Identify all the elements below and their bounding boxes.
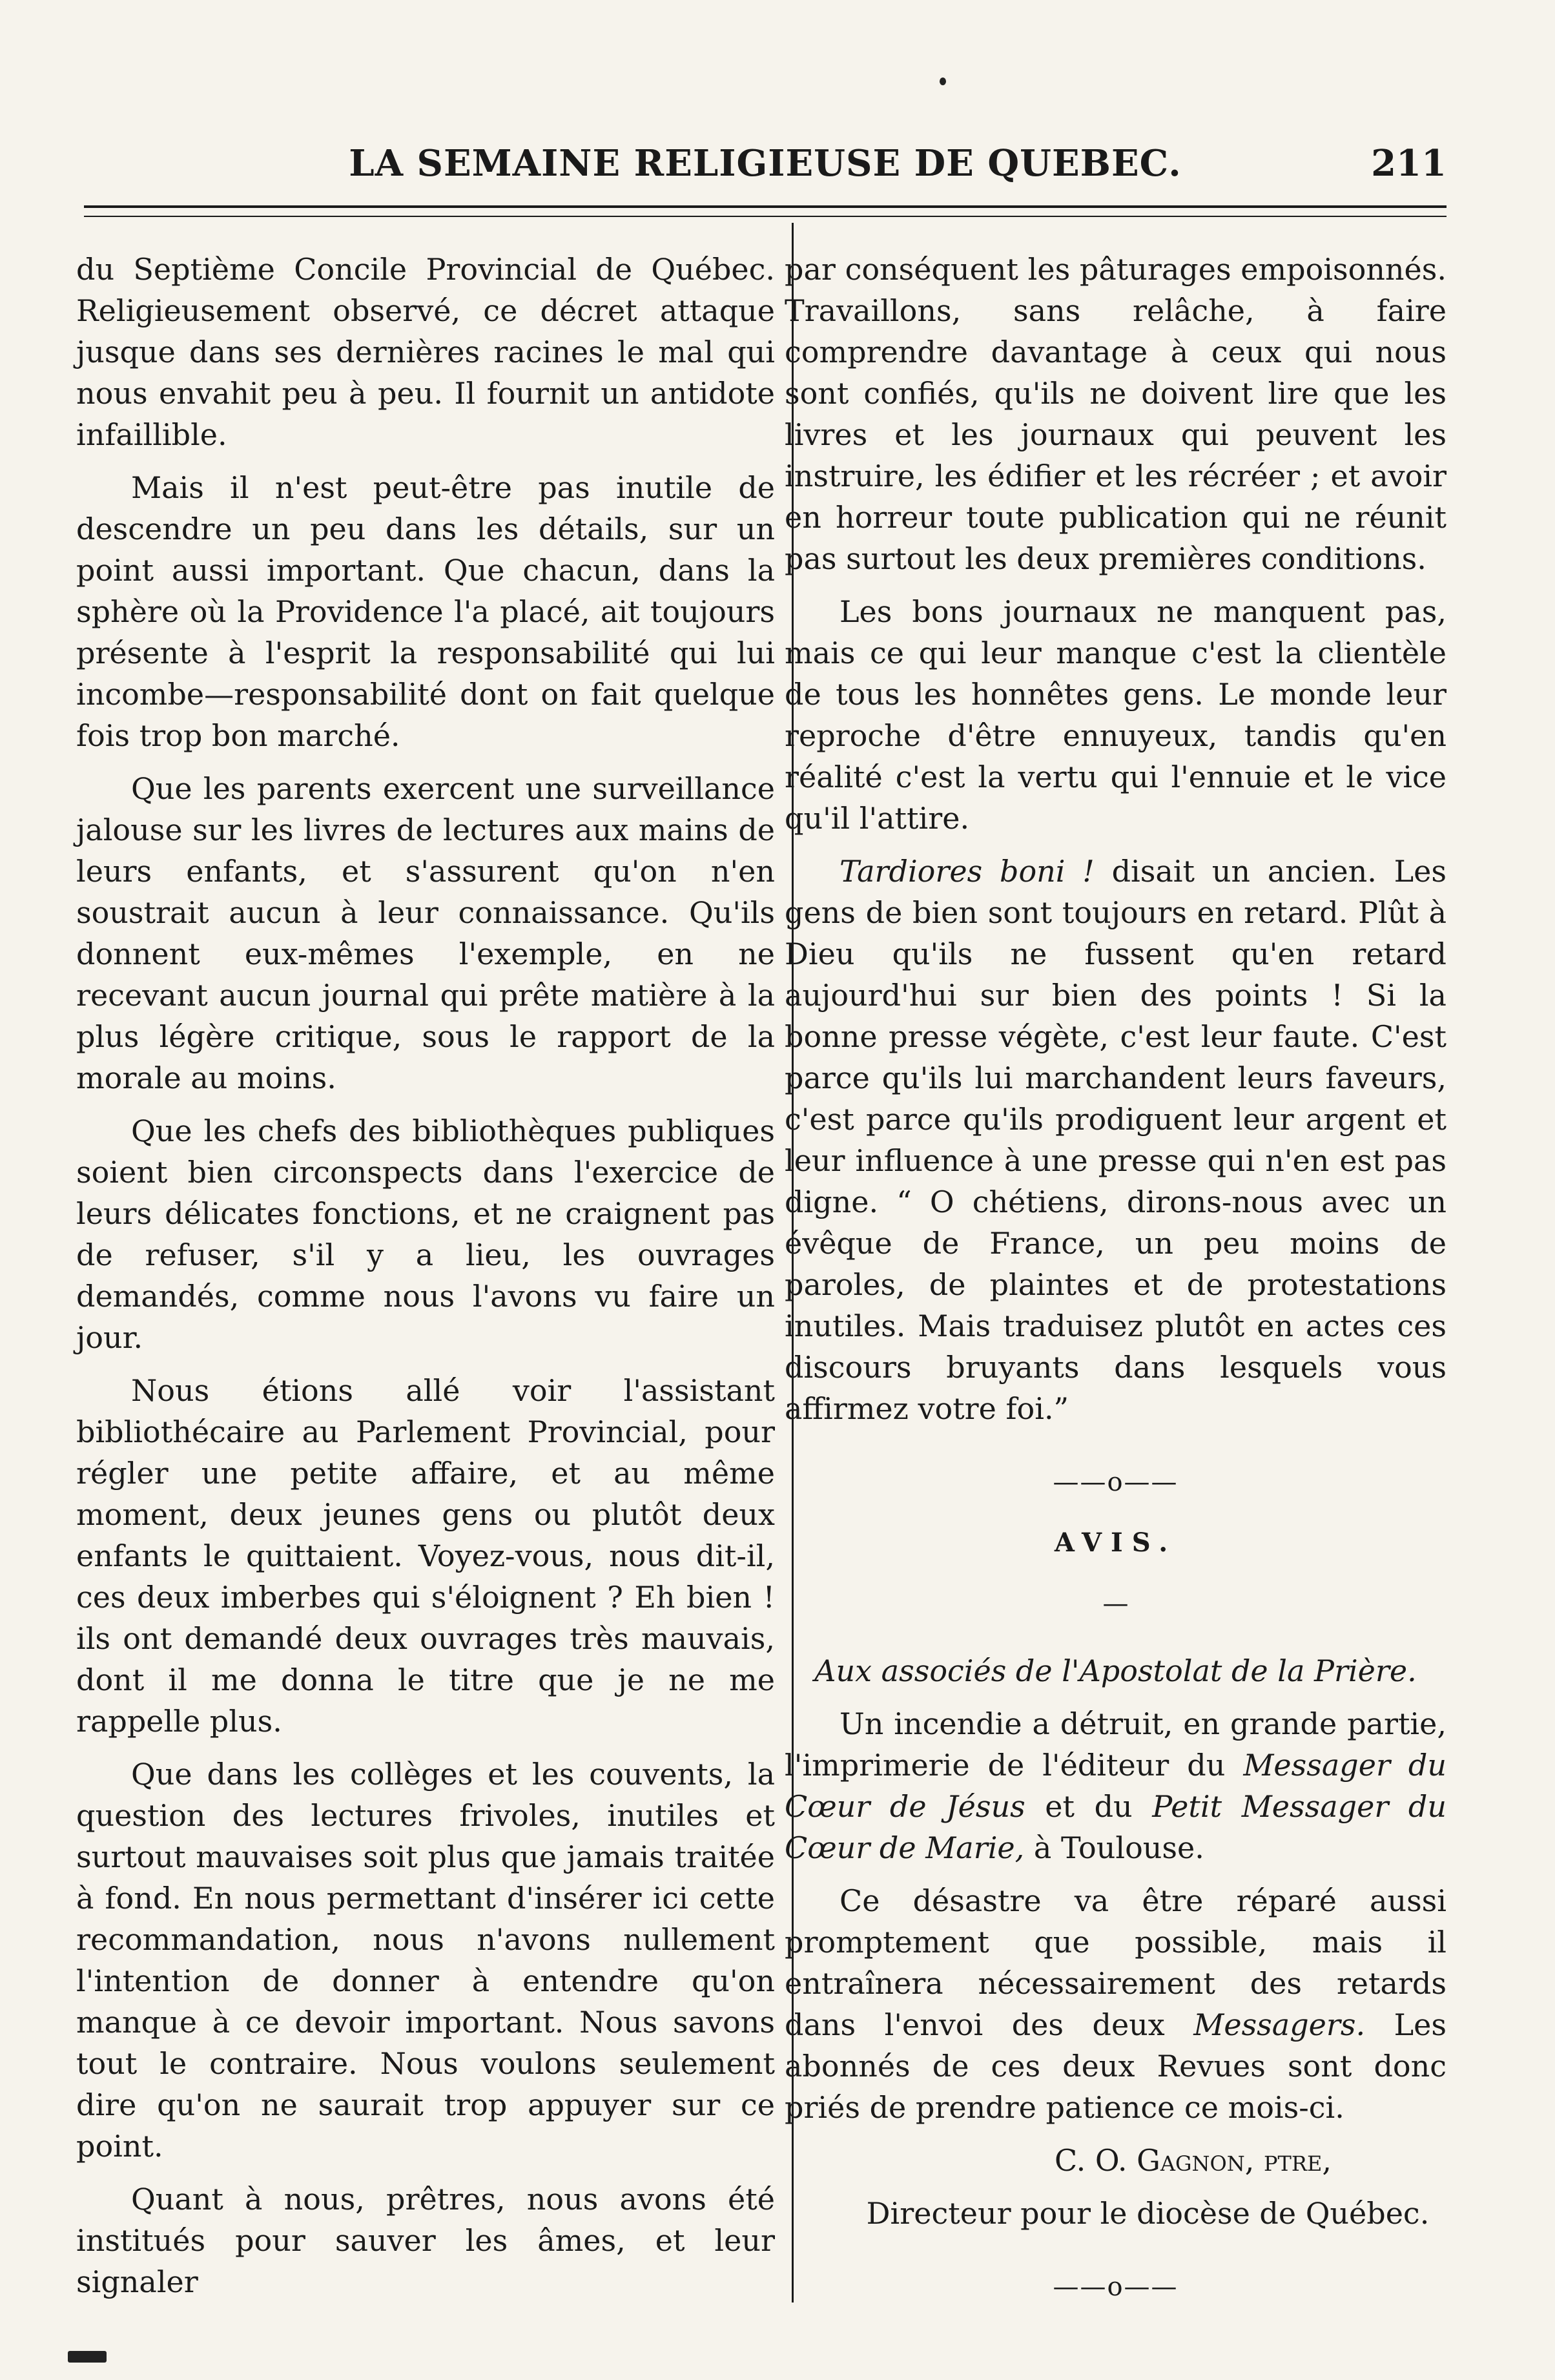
- right-paragraph-1: par conséquent les pâturages empoisonnés. Travaillons, sans relâche, à faire comprendre davantage à ceux qui nous sont confiés, qu'ils ne doivent lire que les livres et les journaux qui peuvent les instruire, les édifier et les récréer ; et avoir en horreur toute publication qui ne réunit pas surtout les deux premières conditions.: [785, 252, 1447, 576]
- page-number: 211: [1371, 142, 1447, 185]
- avis-paragraph-1: [785, 1703, 1447, 1868]
- left-paragraph-7: Quant à nous, prêtres, nous avons été institués pour sauver les âmes, et leur signaler: [76, 2182, 775, 2299]
- running-header: [84, 129, 1447, 200]
- avis-p2-text-a: Ce désastre va être réparé aussi promptement que possible, mais il entraînera nécessairement des retards dans l'envoi des deux: [785, 1883, 1447, 2042]
- avis-p2-text-c: Les abonnés de ces deux Revues sont donc priés de prendre patience ce mois-ci.: [785, 2007, 1447, 2125]
- signature-name: C. O. Gagnon, ptre,: [1055, 2143, 1332, 2178]
- avis-p1-text-c: et du: [1025, 1789, 1153, 1824]
- left-paragraph-3: Que les parents exercent une surveillance jalouse sur les livres de lectures aux mains de leurs enfants, et s'assurent qu'on n'en soustrait aucun à leur connaissance. Qu'ils donnent eux-mêmes l'exemple, en ne recevant aucun journal qui prête matière à la plus légère critique, sous le rapport de la morale au moins.: [76, 771, 775, 1095]
- messagers-word: Messagers.: [1193, 2007, 1366, 2042]
- left-paragraph-5: Nous étions allé voir l'assistant bibliothécaire au Parlement Provincial, pour régler une petite affaire, et au même moment, deux jeunes gens ou plutôt deux enfants le quittaient. Voyez-vous, nous dit-il, ces deux imberbes qui s'éloignent ? Eh bien ! ils ont demandé deux ouvrages très mauvais, dont il me donna le titre que je ne me rappelle plus.: [76, 1373, 775, 1739]
- left-paragraph-2: Mais il n'est peut-être pas inutile de descendre un peu dans les détails, sur un point aussi important. Que chacun, dans la sphère où la Providence l'a placé, ait toujours présente à l'esprit la responsabilité qui lui incombe—responsabilité dont on fait quelque fois trop bon marché.: [76, 470, 775, 753]
- signature-title: Directeur pour le diocèse de Québec.: [866, 2196, 1430, 2231]
- right-paragraph-3-text: disait un ancien. Les gens de bien sont toujours en retard. Plût à Dieu qu'ils ne fussent qu'en retard aujourd'hui sur bien des points ! Si la bonne presse végète, c'est leur faute. C'est parce qu'ils lui marchandent leurs faveurs, c'est parce qu'ils prodiguent leur argent et leur influence à une presse qui n'en est pas digne. “ O chétiens, dirons-nous avec un évêque de France, un peu moins de paroles, de plaintes et de protestations inutiles. Mais traduisez plutôt en actes ces discours bruyants dans lesquels vous affirmez votre foi.”: [785, 854, 1447, 1426]
- petit-messager-title: Petit Messager du Cœur de Marie,: [785, 1789, 1447, 1865]
- avis-paragraph-2: [785, 1880, 1447, 2128]
- messager-title: Messager du Cœur de Jésus: [785, 1748, 1447, 1824]
- avis-dash: —: [1102, 1589, 1129, 1619]
- journal-title: LA SEMAINE RELIGIEUSE DE QUEBEC.: [349, 142, 1182, 185]
- header-rule-thin: [84, 216, 1447, 217]
- right-column: [785, 249, 1447, 2327]
- avis-subtitle: Aux associés de l'Apostolat de la Prière.: [814, 1653, 1417, 1688]
- left-paragraph-6: Que dans les collèges et les couvents, la question des lectures frivoles, inutiles et surtout mauvaises soit plus que jamais traitée à fond. En nous permettant d'insérer ici cette recommandation, nous n'avons nullement l'intention de donner à entendre qu'on manque à ce devoir important. Nous savons tout le contraire. Nous voulons seulement dire qu'on ne saurait trop appuyer sur ce point.: [76, 1757, 775, 2164]
- end-separator: ——o——: [1053, 2272, 1179, 2302]
- avis-heading: AVIS.: [1054, 1527, 1177, 1558]
- right-paragraph-2: Les bons journaux ne manquent pas, mais ce qui leur manque c'est la clientèle de tous les honnêtes gens. Le monde leur reproche d'être ennuyeux, tandis qu'en réalité c'est la vertu qui l'ennuie et le vice qu'il l'attire.: [785, 594, 1447, 836]
- left-column: [76, 249, 775, 2314]
- avis-p1-text-e: à Toulouse.: [1024, 1830, 1204, 1865]
- left-paragraph-1: du Septième Concile Provincial de Québec. Religieusement observé, ce décret attaque jusque dans ses dernières racines le mal qui nous envahit peu à peu. Il fournit un antidote infaillible.: [76, 252, 775, 452]
- latin-quote: Tardiores boni !: [839, 854, 1095, 889]
- section-separator: ——o——: [1053, 1467, 1179, 1497]
- ink-speck: [940, 78, 946, 85]
- ink-smudge: [68, 2351, 107, 2363]
- left-paragraph-4: Que les chefs des bibliothèques publiques soient bien circonspects dans l'exercice de leurs délicates fonctions, et ne craignent pas de refuser, s'il y a lieu, les ouvrages demandés, comme nous l'avons vu faire un jour.: [76, 1113, 775, 1355]
- header-rule-thick: [84, 205, 1447, 208]
- avis-p1-text-a: Un incendie a détruit, en grande partie, l'imprimerie de l'éditeur du: [785, 1706, 1447, 1783]
- right-paragraph-3: [785, 851, 1447, 1429]
